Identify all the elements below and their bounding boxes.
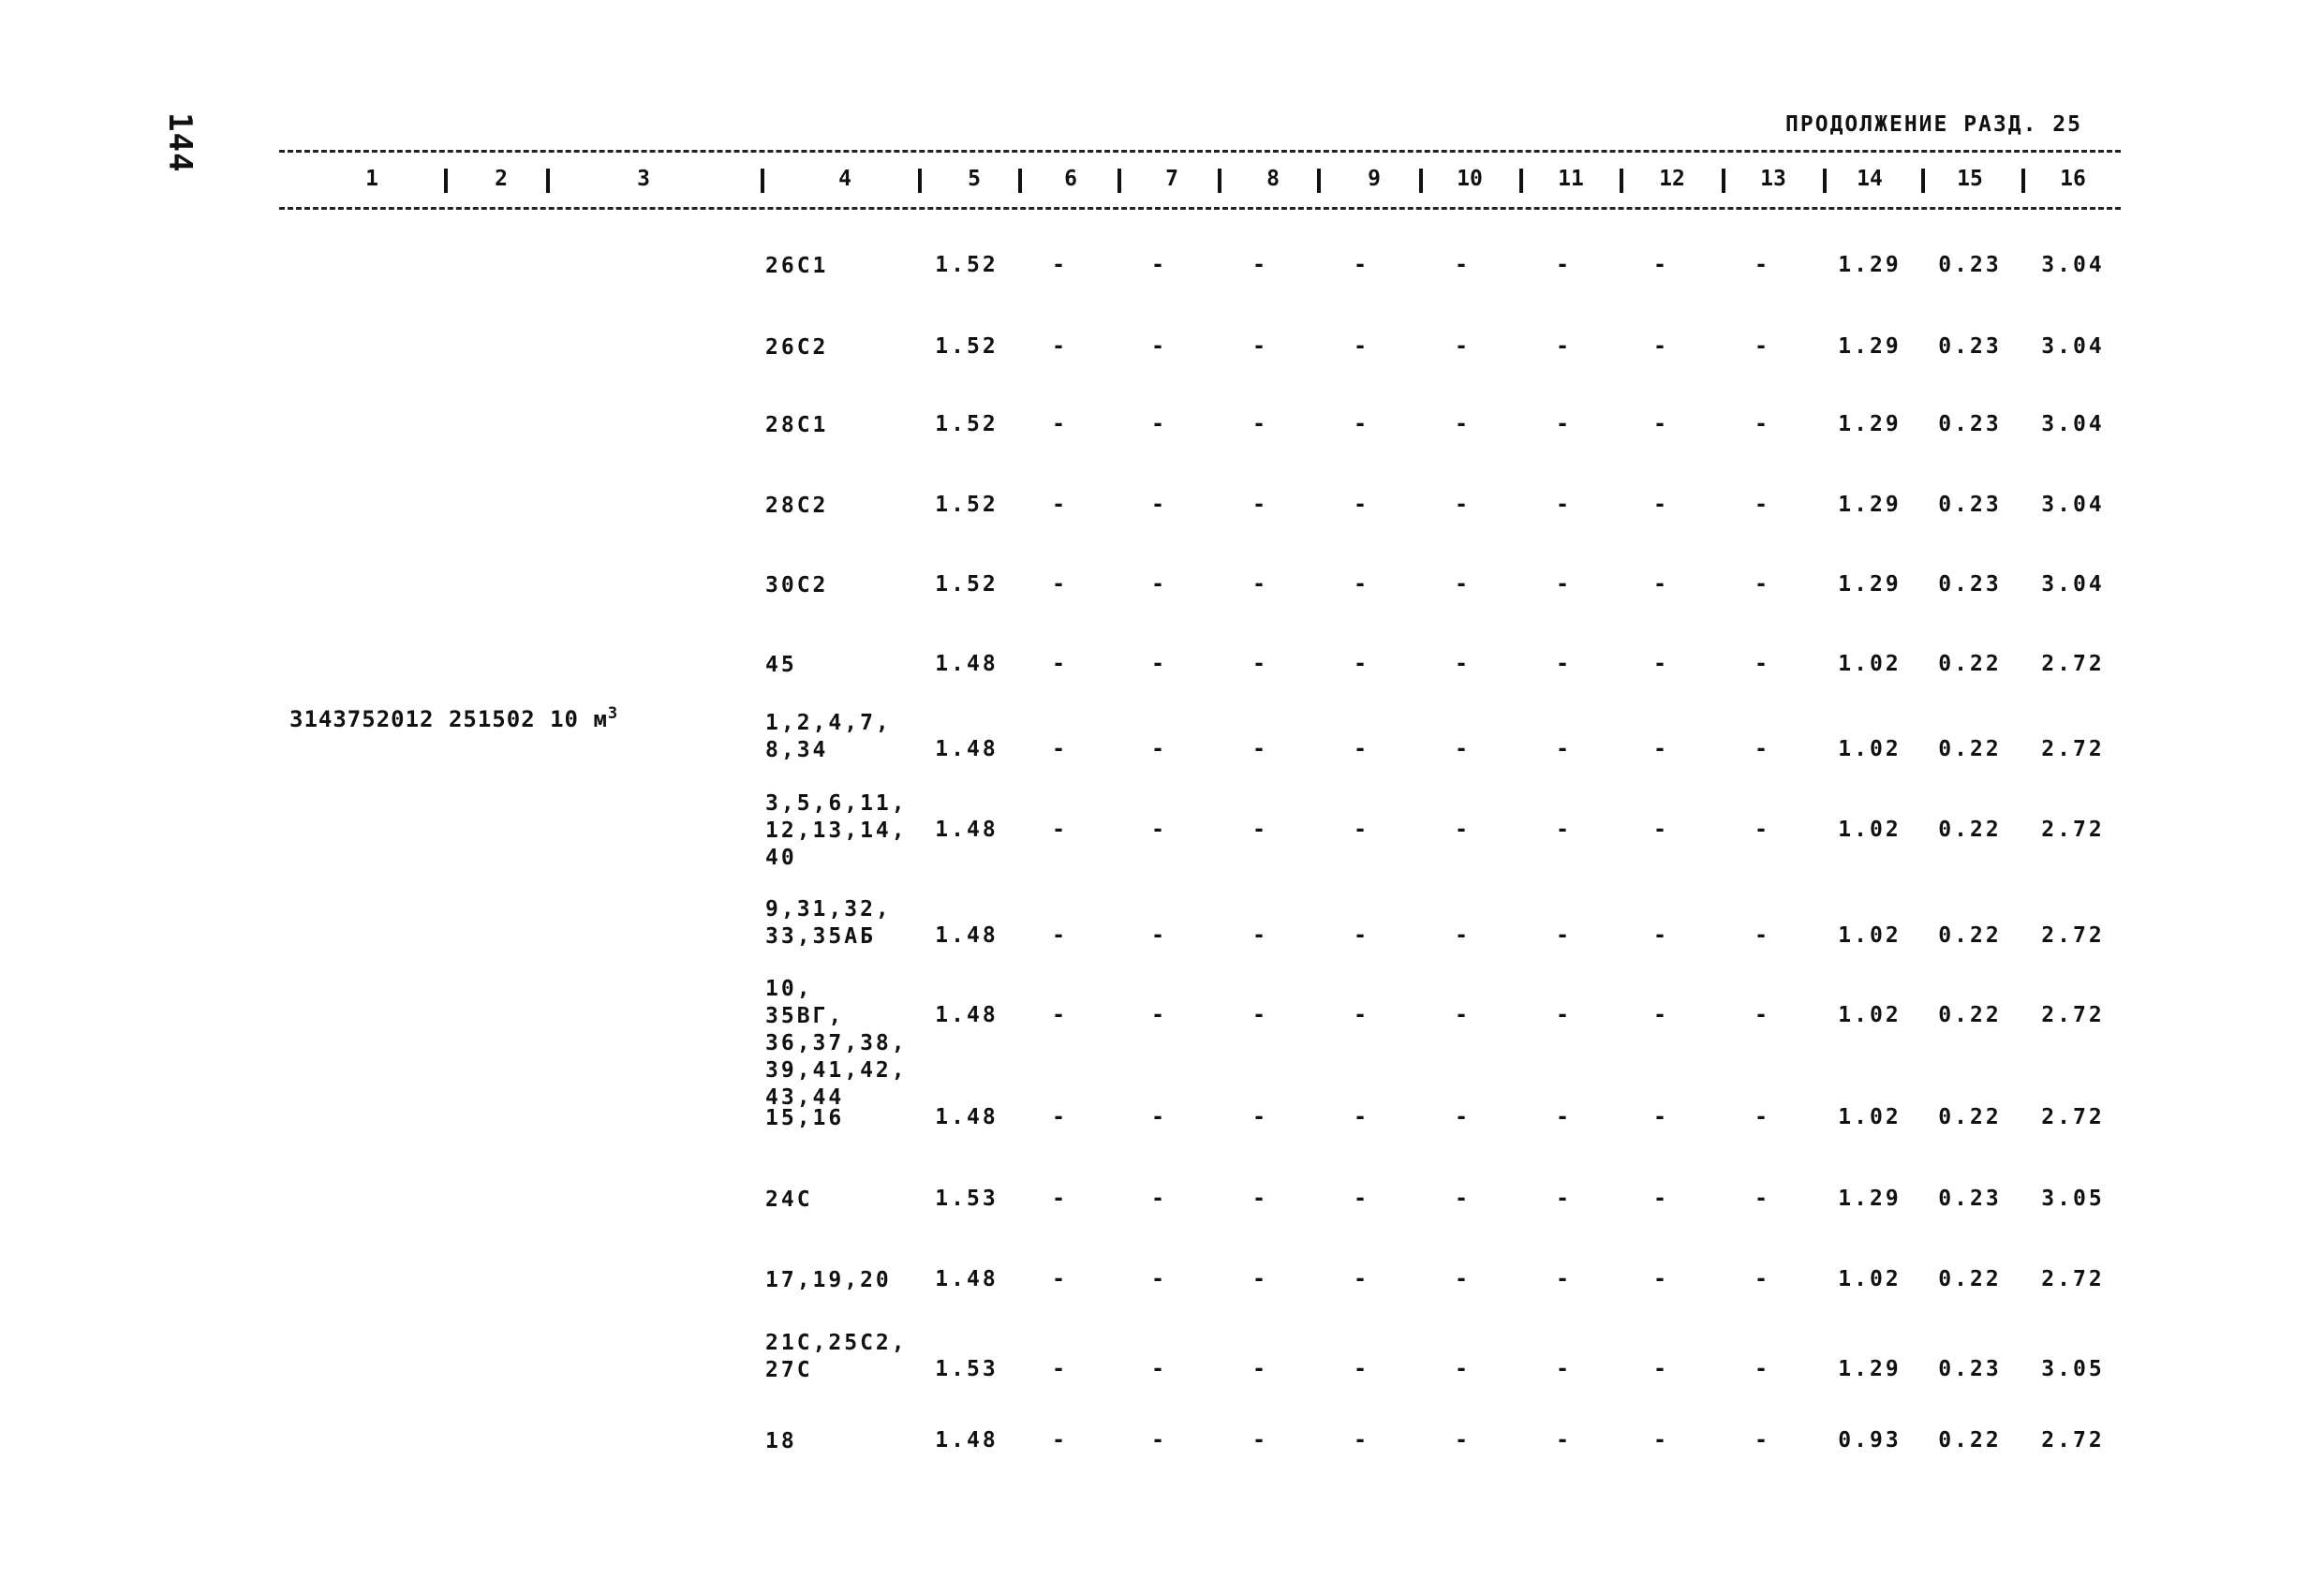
cell-c14: 1.02 xyxy=(1838,818,1902,842)
cell-c10: - xyxy=(1455,1357,1468,1381)
cell-c7: - xyxy=(1151,412,1164,436)
column-separator xyxy=(1823,169,1827,193)
cell-c8: - xyxy=(1252,253,1266,277)
record-unit-power: 3 xyxy=(607,704,619,723)
cell-item-numbers: 26С2 xyxy=(765,335,829,360)
column-header-11: 11 xyxy=(1558,167,1584,191)
cell-item-numbers: 17,19,20 xyxy=(765,1268,892,1292)
cell-c10: - xyxy=(1455,253,1468,277)
column-separator xyxy=(1018,169,1022,193)
cell-c8: - xyxy=(1252,493,1266,517)
cell-c8: - xyxy=(1252,1105,1266,1129)
cell-c14: 1.29 xyxy=(1838,253,1902,277)
cell-c9: - xyxy=(1354,334,1367,359)
column-header-9: 9 xyxy=(1368,167,1381,191)
cell-c16: 3.04 xyxy=(2041,493,2105,517)
cell-c5: 1.53 xyxy=(935,1187,999,1211)
cell-item-numbers: 28С2 xyxy=(765,494,829,518)
cell-c9: - xyxy=(1354,412,1367,436)
cell-c9: - xyxy=(1354,1267,1367,1291)
cell-c12: - xyxy=(1653,1428,1666,1453)
cell-c10: - xyxy=(1455,1003,1468,1027)
cell-item-numbers: 24С xyxy=(765,1187,813,1212)
cell-c15: 0.23 xyxy=(1938,1357,2002,1381)
cell-c6: - xyxy=(1052,1187,1065,1211)
cell-item-numbers: 10, 35ВГ, 36,37,38, 39,41,42, 43,44 xyxy=(765,977,908,1110)
cell-c5: 1.48 xyxy=(935,1267,999,1291)
cell-c10: - xyxy=(1455,412,1468,436)
column-separator xyxy=(1620,169,1623,193)
cell-c15: 0.22 xyxy=(1938,1428,2002,1453)
column-separator xyxy=(444,169,448,193)
cell-c5: 1.52 xyxy=(935,493,999,517)
column-separator xyxy=(546,169,550,193)
cell-c6: - xyxy=(1052,818,1065,842)
cell-c16: 3.04 xyxy=(2041,412,2105,436)
record-quantity: 10 xyxy=(550,706,580,732)
cell-c12: - xyxy=(1653,572,1666,597)
page-number: 144 xyxy=(161,112,199,173)
record-identifier xyxy=(289,704,618,732)
cell-c7: - xyxy=(1151,818,1164,842)
cell-c11: - xyxy=(1556,1267,1569,1291)
cell-c16: 3.05 xyxy=(2041,1187,2105,1211)
column-header-12: 12 xyxy=(1659,167,1685,191)
cell-c6: - xyxy=(1052,1428,1065,1453)
cell-c8: - xyxy=(1252,572,1266,597)
cell-c14: 1.02 xyxy=(1838,1105,1902,1129)
cell-c5: 1.48 xyxy=(935,652,999,676)
cell-c15: 0.22 xyxy=(1938,652,2002,676)
cell-item-numbers: 26С1 xyxy=(765,254,829,278)
cell-c6: - xyxy=(1052,652,1065,676)
cell-c6: - xyxy=(1052,1003,1065,1027)
cell-c5: 1.48 xyxy=(935,1105,999,1129)
cell-c9: - xyxy=(1354,1428,1367,1453)
cell-c14: 1.29 xyxy=(1838,572,1902,597)
cell-c16: 2.72 xyxy=(2041,818,2105,842)
cell-c6: - xyxy=(1052,412,1065,436)
cell-c15: 0.23 xyxy=(1938,1187,2002,1211)
cell-c11: - xyxy=(1556,334,1569,359)
cell-c10: - xyxy=(1455,334,1468,359)
cell-c14: 1.02 xyxy=(1838,652,1902,676)
cell-c7: - xyxy=(1151,652,1164,676)
cell-c13: - xyxy=(1754,1187,1768,1211)
column-header-3: 3 xyxy=(637,167,650,191)
cell-c8: - xyxy=(1252,1187,1266,1211)
cell-c13: - xyxy=(1754,253,1768,277)
cell-c13: - xyxy=(1754,1357,1768,1381)
cell-c13: - xyxy=(1754,923,1768,948)
cell-c11: - xyxy=(1556,253,1569,277)
column-separator xyxy=(1519,169,1523,193)
cell-c10: - xyxy=(1455,737,1468,761)
cell-c16: 3.04 xyxy=(2041,334,2105,359)
cell-c12: - xyxy=(1653,1357,1666,1381)
cell-c13: - xyxy=(1754,737,1768,761)
cell-c16: 3.04 xyxy=(2041,572,2105,597)
cell-c10: - xyxy=(1455,493,1468,517)
cell-c13: - xyxy=(1754,1267,1768,1291)
header-top-rule xyxy=(279,150,2121,153)
cell-c13: - xyxy=(1754,1428,1768,1453)
cell-c7: - xyxy=(1151,1105,1164,1129)
cell-item-numbers: 45 xyxy=(765,653,797,677)
cell-c12: - xyxy=(1653,652,1666,676)
cell-c14: 1.29 xyxy=(1838,412,1902,436)
cell-c10: - xyxy=(1455,652,1468,676)
cell-c10: - xyxy=(1455,818,1468,842)
cell-c15: 0.22 xyxy=(1938,923,2002,948)
column-header-row xyxy=(0,167,2324,195)
cell-c8: - xyxy=(1252,1357,1266,1381)
cell-c12: - xyxy=(1653,1003,1666,1027)
cell-c16: 3.05 xyxy=(2041,1357,2105,1381)
cell-c5: 1.48 xyxy=(935,1003,999,1027)
cell-c5: 1.52 xyxy=(935,572,999,597)
cell-c15: 0.23 xyxy=(1938,493,2002,517)
cell-c8: - xyxy=(1252,412,1266,436)
column-separator xyxy=(918,169,922,193)
cell-c11: - xyxy=(1556,737,1569,761)
cell-c11: - xyxy=(1556,412,1569,436)
column-header-1: 1 xyxy=(365,167,378,191)
column-separator xyxy=(1218,169,1221,193)
cell-c5: 1.48 xyxy=(935,737,999,761)
cell-item-numbers: 3,5,6,11, 12,13,14, 40 xyxy=(765,791,908,870)
column-header-7: 7 xyxy=(1165,167,1178,191)
cell-c14: 1.02 xyxy=(1838,737,1902,761)
cell-c8: - xyxy=(1252,1003,1266,1027)
column-header-2: 2 xyxy=(495,167,508,191)
cell-c12: - xyxy=(1653,493,1666,517)
cell-c14: 1.29 xyxy=(1838,1357,1902,1381)
cell-c16: 2.72 xyxy=(2041,1003,2105,1027)
cell-c15: 0.22 xyxy=(1938,1105,2002,1129)
cell-c13: - xyxy=(1754,412,1768,436)
cell-c6: - xyxy=(1052,737,1065,761)
column-header-4: 4 xyxy=(838,167,851,191)
cell-c9: - xyxy=(1354,737,1367,761)
cell-c9: - xyxy=(1354,1003,1367,1027)
cell-c8: - xyxy=(1252,652,1266,676)
record-unit: м xyxy=(593,706,608,732)
column-header-5: 5 xyxy=(968,167,981,191)
cell-c15: 0.23 xyxy=(1938,572,2002,597)
cell-c12: - xyxy=(1653,1187,1666,1211)
column-separator xyxy=(1419,169,1423,193)
column-header-14: 14 xyxy=(1857,167,1883,191)
cell-c7: - xyxy=(1151,1003,1164,1027)
header-bottom-rule xyxy=(279,207,2121,210)
cell-c14: 1.29 xyxy=(1838,1187,1902,1211)
cell-item-numbers: 18 xyxy=(765,1429,797,1453)
cell-c11: - xyxy=(1556,923,1569,948)
cell-c11: - xyxy=(1556,1357,1569,1381)
cell-c7: - xyxy=(1151,1187,1164,1211)
cell-c6: - xyxy=(1052,253,1065,277)
cell-c15: 0.22 xyxy=(1938,737,2002,761)
cell-c13: - xyxy=(1754,572,1768,597)
cell-c12: - xyxy=(1653,1267,1666,1291)
cell-c14: 1.02 xyxy=(1838,1003,1902,1027)
cell-c12: - xyxy=(1653,1105,1666,1129)
cell-c11: - xyxy=(1556,1428,1569,1453)
cell-c10: - xyxy=(1455,1187,1468,1211)
cell-c14: 0.93 xyxy=(1838,1428,1902,1453)
continuation-label: ПРОДОЛЖЕНИЕ РАЗД. 25 xyxy=(1785,112,2082,137)
cell-c11: - xyxy=(1556,493,1569,517)
cell-c6: - xyxy=(1052,1357,1065,1381)
column-header-13: 13 xyxy=(1760,167,1786,191)
column-separator xyxy=(2021,169,2025,193)
cell-c11: - xyxy=(1556,1105,1569,1129)
cell-c14: 1.29 xyxy=(1838,493,1902,517)
cell-c5: 1.48 xyxy=(935,923,999,948)
cell-c10: - xyxy=(1455,1428,1468,1453)
cell-c11: - xyxy=(1556,652,1569,676)
cell-c12: - xyxy=(1653,253,1666,277)
cell-c5: 1.48 xyxy=(935,818,999,842)
cell-c12: - xyxy=(1653,334,1666,359)
cell-c15: 0.22 xyxy=(1938,1003,2002,1027)
cell-c5: 1.48 xyxy=(935,1428,999,1453)
cell-c7: - xyxy=(1151,923,1164,948)
cell-c9: - xyxy=(1354,572,1367,597)
cell-c12: - xyxy=(1653,818,1666,842)
cell-c8: - xyxy=(1252,737,1266,761)
cell-c6: - xyxy=(1052,1267,1065,1291)
cell-c7: - xyxy=(1151,253,1164,277)
cell-c6: - xyxy=(1052,1105,1065,1129)
cell-item-numbers: 30С2 xyxy=(765,573,829,597)
cell-c16: 2.72 xyxy=(2041,923,2105,948)
cell-item-numbers: 1,2,4,7, 8,34 xyxy=(765,711,892,762)
cell-item-numbers: 28С1 xyxy=(765,413,829,437)
column-header-10: 10 xyxy=(1457,167,1483,191)
cell-c9: - xyxy=(1354,818,1367,842)
cell-c9: - xyxy=(1354,652,1367,676)
cell-c14: 1.29 xyxy=(1838,334,1902,359)
cell-c15: 0.23 xyxy=(1938,334,2002,359)
cell-c9: - xyxy=(1354,1187,1367,1211)
cell-c7: - xyxy=(1151,334,1164,359)
cell-c9: - xyxy=(1354,1105,1367,1129)
cell-c5: 1.52 xyxy=(935,334,999,359)
cell-c11: - xyxy=(1556,1187,1569,1211)
record-code: 3143752012 xyxy=(289,706,435,732)
cell-c7: - xyxy=(1151,572,1164,597)
cell-c13: - xyxy=(1754,1105,1768,1129)
cell-c14: 1.02 xyxy=(1838,1267,1902,1291)
cell-c13: - xyxy=(1754,334,1768,359)
cell-c13: - xyxy=(1754,818,1768,842)
cell-c10: - xyxy=(1455,1267,1468,1291)
cell-c6: - xyxy=(1052,334,1065,359)
cell-c16: 2.72 xyxy=(2041,737,2105,761)
column-header-8: 8 xyxy=(1266,167,1280,191)
cell-item-numbers: 21С,25С2, 27С xyxy=(765,1331,908,1382)
column-header-16: 16 xyxy=(2060,167,2086,191)
cell-c12: - xyxy=(1653,737,1666,761)
cell-c11: - xyxy=(1556,572,1569,597)
cell-c7: - xyxy=(1151,1357,1164,1381)
cell-c7: - xyxy=(1151,1267,1164,1291)
column-separator xyxy=(1722,169,1725,193)
cell-c6: - xyxy=(1052,493,1065,517)
cell-item-numbers: 9,31,32, 33,35АБ xyxy=(765,897,892,949)
cell-c13: - xyxy=(1754,493,1768,517)
cell-c8: - xyxy=(1252,1267,1266,1291)
column-separator xyxy=(1118,169,1121,193)
cell-c10: - xyxy=(1455,923,1468,948)
cell-c7: - xyxy=(1151,493,1164,517)
cell-c8: - xyxy=(1252,818,1266,842)
cell-c16: 2.72 xyxy=(2041,1105,2105,1129)
cell-c14: 1.02 xyxy=(1838,923,1902,948)
cell-c6: - xyxy=(1052,572,1065,597)
cell-c12: - xyxy=(1653,412,1666,436)
cell-c15: 0.23 xyxy=(1938,412,2002,436)
cell-c10: - xyxy=(1455,572,1468,597)
cell-c6: - xyxy=(1052,923,1065,948)
column-separator xyxy=(1317,169,1321,193)
cell-c7: - xyxy=(1151,1428,1164,1453)
cell-c11: - xyxy=(1556,1003,1569,1027)
record-code2: 251502 xyxy=(448,706,536,732)
cell-c11: - xyxy=(1556,818,1569,842)
cell-c15: 0.23 xyxy=(1938,253,2002,277)
cell-c7: - xyxy=(1151,737,1164,761)
cell-c5: 1.52 xyxy=(935,253,999,277)
cell-c5: 1.53 xyxy=(935,1357,999,1381)
column-separator xyxy=(1921,169,1925,193)
column-header-15: 15 xyxy=(1957,167,1983,191)
cell-c9: - xyxy=(1354,923,1367,948)
cell-c16: 2.72 xyxy=(2041,1267,2105,1291)
cell-c9: - xyxy=(1354,253,1367,277)
cell-c15: 0.22 xyxy=(1938,1267,2002,1291)
cell-c8: - xyxy=(1252,923,1266,948)
cell-c16: 3.04 xyxy=(2041,253,2105,277)
cell-item-numbers: 15,16 xyxy=(765,1106,845,1130)
cell-c12: - xyxy=(1653,923,1666,948)
cell-c5: 1.52 xyxy=(935,412,999,436)
cell-c13: - xyxy=(1754,652,1768,676)
cell-c16: 2.72 xyxy=(2041,1428,2105,1453)
cell-c13: - xyxy=(1754,1003,1768,1027)
cell-c16: 2.72 xyxy=(2041,652,2105,676)
column-header-6: 6 xyxy=(1064,167,1077,191)
column-separator xyxy=(761,169,764,193)
cell-c9: - xyxy=(1354,1357,1367,1381)
cell-c8: - xyxy=(1252,334,1266,359)
cell-c10: - xyxy=(1455,1105,1468,1129)
cell-c8: - xyxy=(1252,1428,1266,1453)
cell-c15: 0.22 xyxy=(1938,818,2002,842)
cell-c9: - xyxy=(1354,493,1367,517)
